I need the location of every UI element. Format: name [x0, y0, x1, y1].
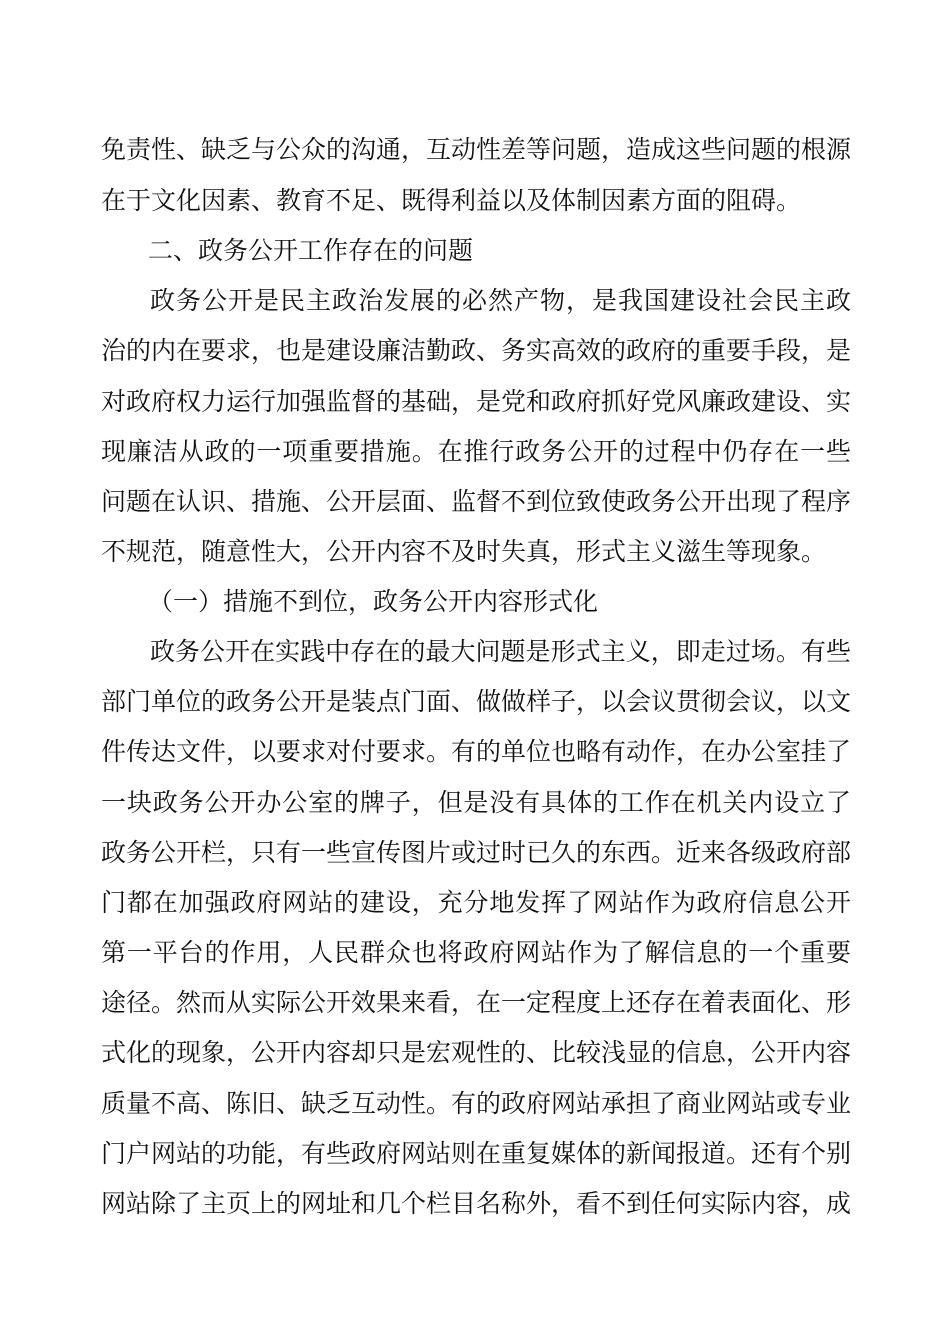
paragraph-line: 第一平台的作用，人民群众也将政府网站作为了解信息的一个重要 — [101, 938, 851, 967]
paragraph-line: 现廉洁从政的一项重要措施。在推行政务公开的过程中仍存在一些 — [101, 437, 851, 466]
paragraph-line: 政务公开是民主政治发展的必然产物，是我国建设社会民主政 — [150, 286, 851, 315]
paragraph-line: 件传达文件，以要求对付要求。有的单位也略有动作，在办公室挂了 — [101, 737, 852, 766]
paragraph-line: 免责性、缺乏与公众的沟通，互动性差等问题，造成这些问题的根源 — [101, 135, 852, 164]
paragraph-line: 门都在加强政府网站的建设，充分地发挥了网站作为政府信息公开 — [101, 888, 851, 917]
paragraph-line: 部门单位的政务公开是装点门面、做做样子，以会议贯彻会议，以文 — [101, 687, 852, 716]
section-heading: 二、政务公开工作存在的问题 — [148, 236, 474, 265]
paragraph-line: 网站除了主页上的网址和几个栏目名称外，看不到任何实际内容，成 — [101, 1189, 852, 1218]
paragraph-line: 治的内在要求，也是建设廉洁勤政、务实高效的政府的重要手段，是 — [101, 336, 852, 365]
paragraph-line: 政务公开栏，只有一些宣传图片或过时已久的东西。近来各级政府部 — [101, 838, 852, 867]
paragraph-line: 在于文化因素、教育不足、既得利益以及体制因素方面的阻碍。 — [101, 186, 802, 215]
subsection-heading: （一）措施不到位，政务公开内容形式化 — [148, 587, 599, 616]
paragraph-line: 质量不高、陈旧、缺乏互动性。有的政府网站承担了商业网站或专业 — [101, 1089, 852, 1118]
paragraph-line: 不规范，随意性大，公开内容不及时失真，形式主义滋生等现象。 — [101, 537, 827, 566]
paragraph-line: 式化的现象，公开内容却只是宏观性的、比较浅显的信息，公开内容 — [101, 1038, 852, 1067]
paragraph-line: 政务公开在实践中存在的最大问题是形式主义，即走过场。有些 — [150, 637, 851, 666]
paragraph-line: 问题在认识、措施、公开层面、监督不到位致使政务公开出现了程序 — [101, 487, 852, 516]
paragraph-line: 门户网站的功能，有些政府网站则在重复媒体的新闻报道。还有个别 — [101, 1139, 852, 1168]
paragraph-line: 一块政务公开办公室的牌子，但是没有具体的工作在机关内设立了 — [101, 788, 851, 817]
paragraph-line: 对政府权力运行加强监督的基础，是党和政府抓好党风廉政建设、实 — [101, 387, 852, 416]
paragraph-line: 途径。然而从实际公开效果来看，在一定程度上还存在着表面化、形 — [101, 988, 852, 1017]
